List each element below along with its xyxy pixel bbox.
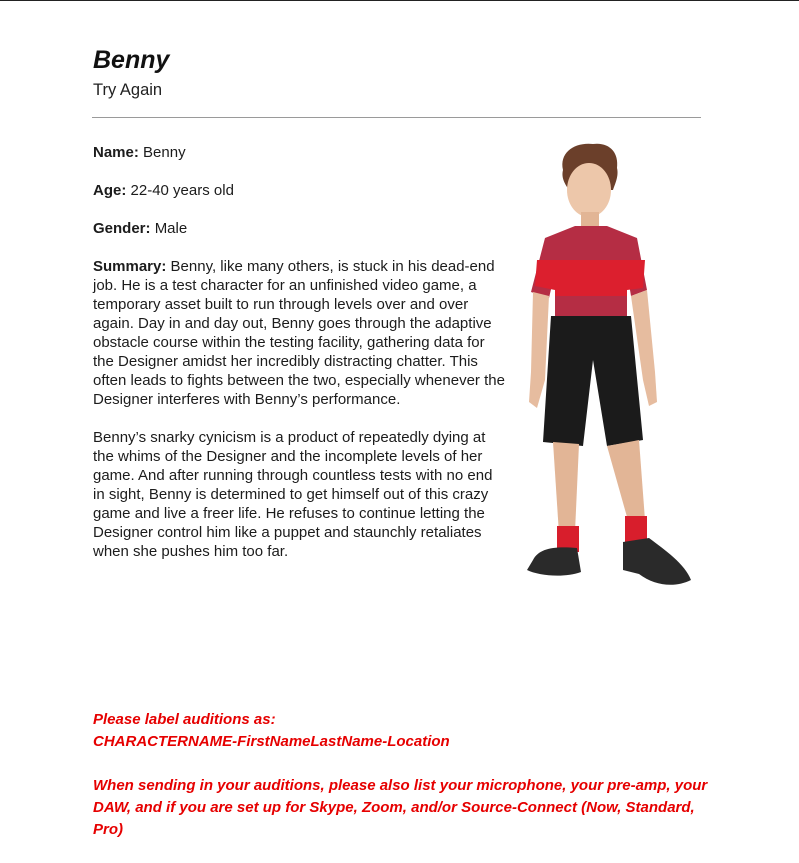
character-face bbox=[567, 163, 611, 217]
character-right-leg bbox=[607, 440, 645, 524]
summary-value: Benny, like many others, is stuck in his dead-end job. He is a test character for an unfinished video game, a temporary asset built to run through levels over and over again. Day in and day out, Benny goes through the adaptive obstacle course within the testing facility, gathering data for the Designer amidst her incredibly distracting chatter. This often leads to fights between the two, especially whenever the Designer interferes with Benny’s performance. bbox=[93, 258, 505, 408]
name-label: Name: bbox=[93, 144, 139, 161]
labeling-line-2: CHARACTERNAME-FirstNameLastName-Location bbox=[93, 733, 450, 750]
summary-label: Summary: bbox=[93, 258, 167, 275]
summary-row bbox=[93, 257, 505, 409]
name-value: Benny bbox=[143, 144, 186, 161]
page-title: Benny bbox=[93, 46, 170, 74]
header-divider bbox=[92, 117, 701, 118]
age-label: Age: bbox=[93, 182, 127, 199]
character-left-shoe bbox=[527, 547, 581, 575]
character-right-shoe bbox=[623, 538, 691, 585]
name-row bbox=[93, 143, 505, 162]
character-illustration bbox=[515, 140, 700, 610]
character-shirt-band bbox=[535, 260, 645, 296]
gender-value: Male bbox=[154, 220, 188, 237]
gender-row bbox=[93, 219, 505, 238]
character-profile bbox=[93, 143, 505, 580]
audition-notes bbox=[93, 709, 713, 863]
labeling-line-1: Please label auditions as: bbox=[93, 711, 276, 728]
equipment-instructions: When sending in your auditions, please also list your microphone, your pre-amp, your DAW, and if you are set up for Skype, Zoom, and/or Source-Connect (Now, Standard, Pro) bbox=[93, 777, 708, 838]
age-value: 22-40 years old bbox=[130, 182, 234, 199]
character-left-leg bbox=[553, 442, 579, 534]
summary-paragraph-2: Benny’s snarky cynicism is a product of repeatedly dying at the whims of the Designer and the incomplete levels of her game. And after running through countless tests with no end in sight, Benny is determined to get himself out of this crazy game and live a freer life. He refuses to continue letting the Designer control him like a puppet and staunchly retaliates when she pushes him too far. bbox=[93, 429, 493, 560]
character-shorts bbox=[543, 316, 643, 446]
age-row bbox=[93, 181, 505, 200]
gender-label: Gender: bbox=[93, 220, 151, 237]
top-border bbox=[0, 0, 799, 1]
page-subtitle: Try Again bbox=[93, 81, 163, 99]
character-left-arm bbox=[529, 292, 549, 408]
labeling-instructions bbox=[93, 709, 713, 753]
